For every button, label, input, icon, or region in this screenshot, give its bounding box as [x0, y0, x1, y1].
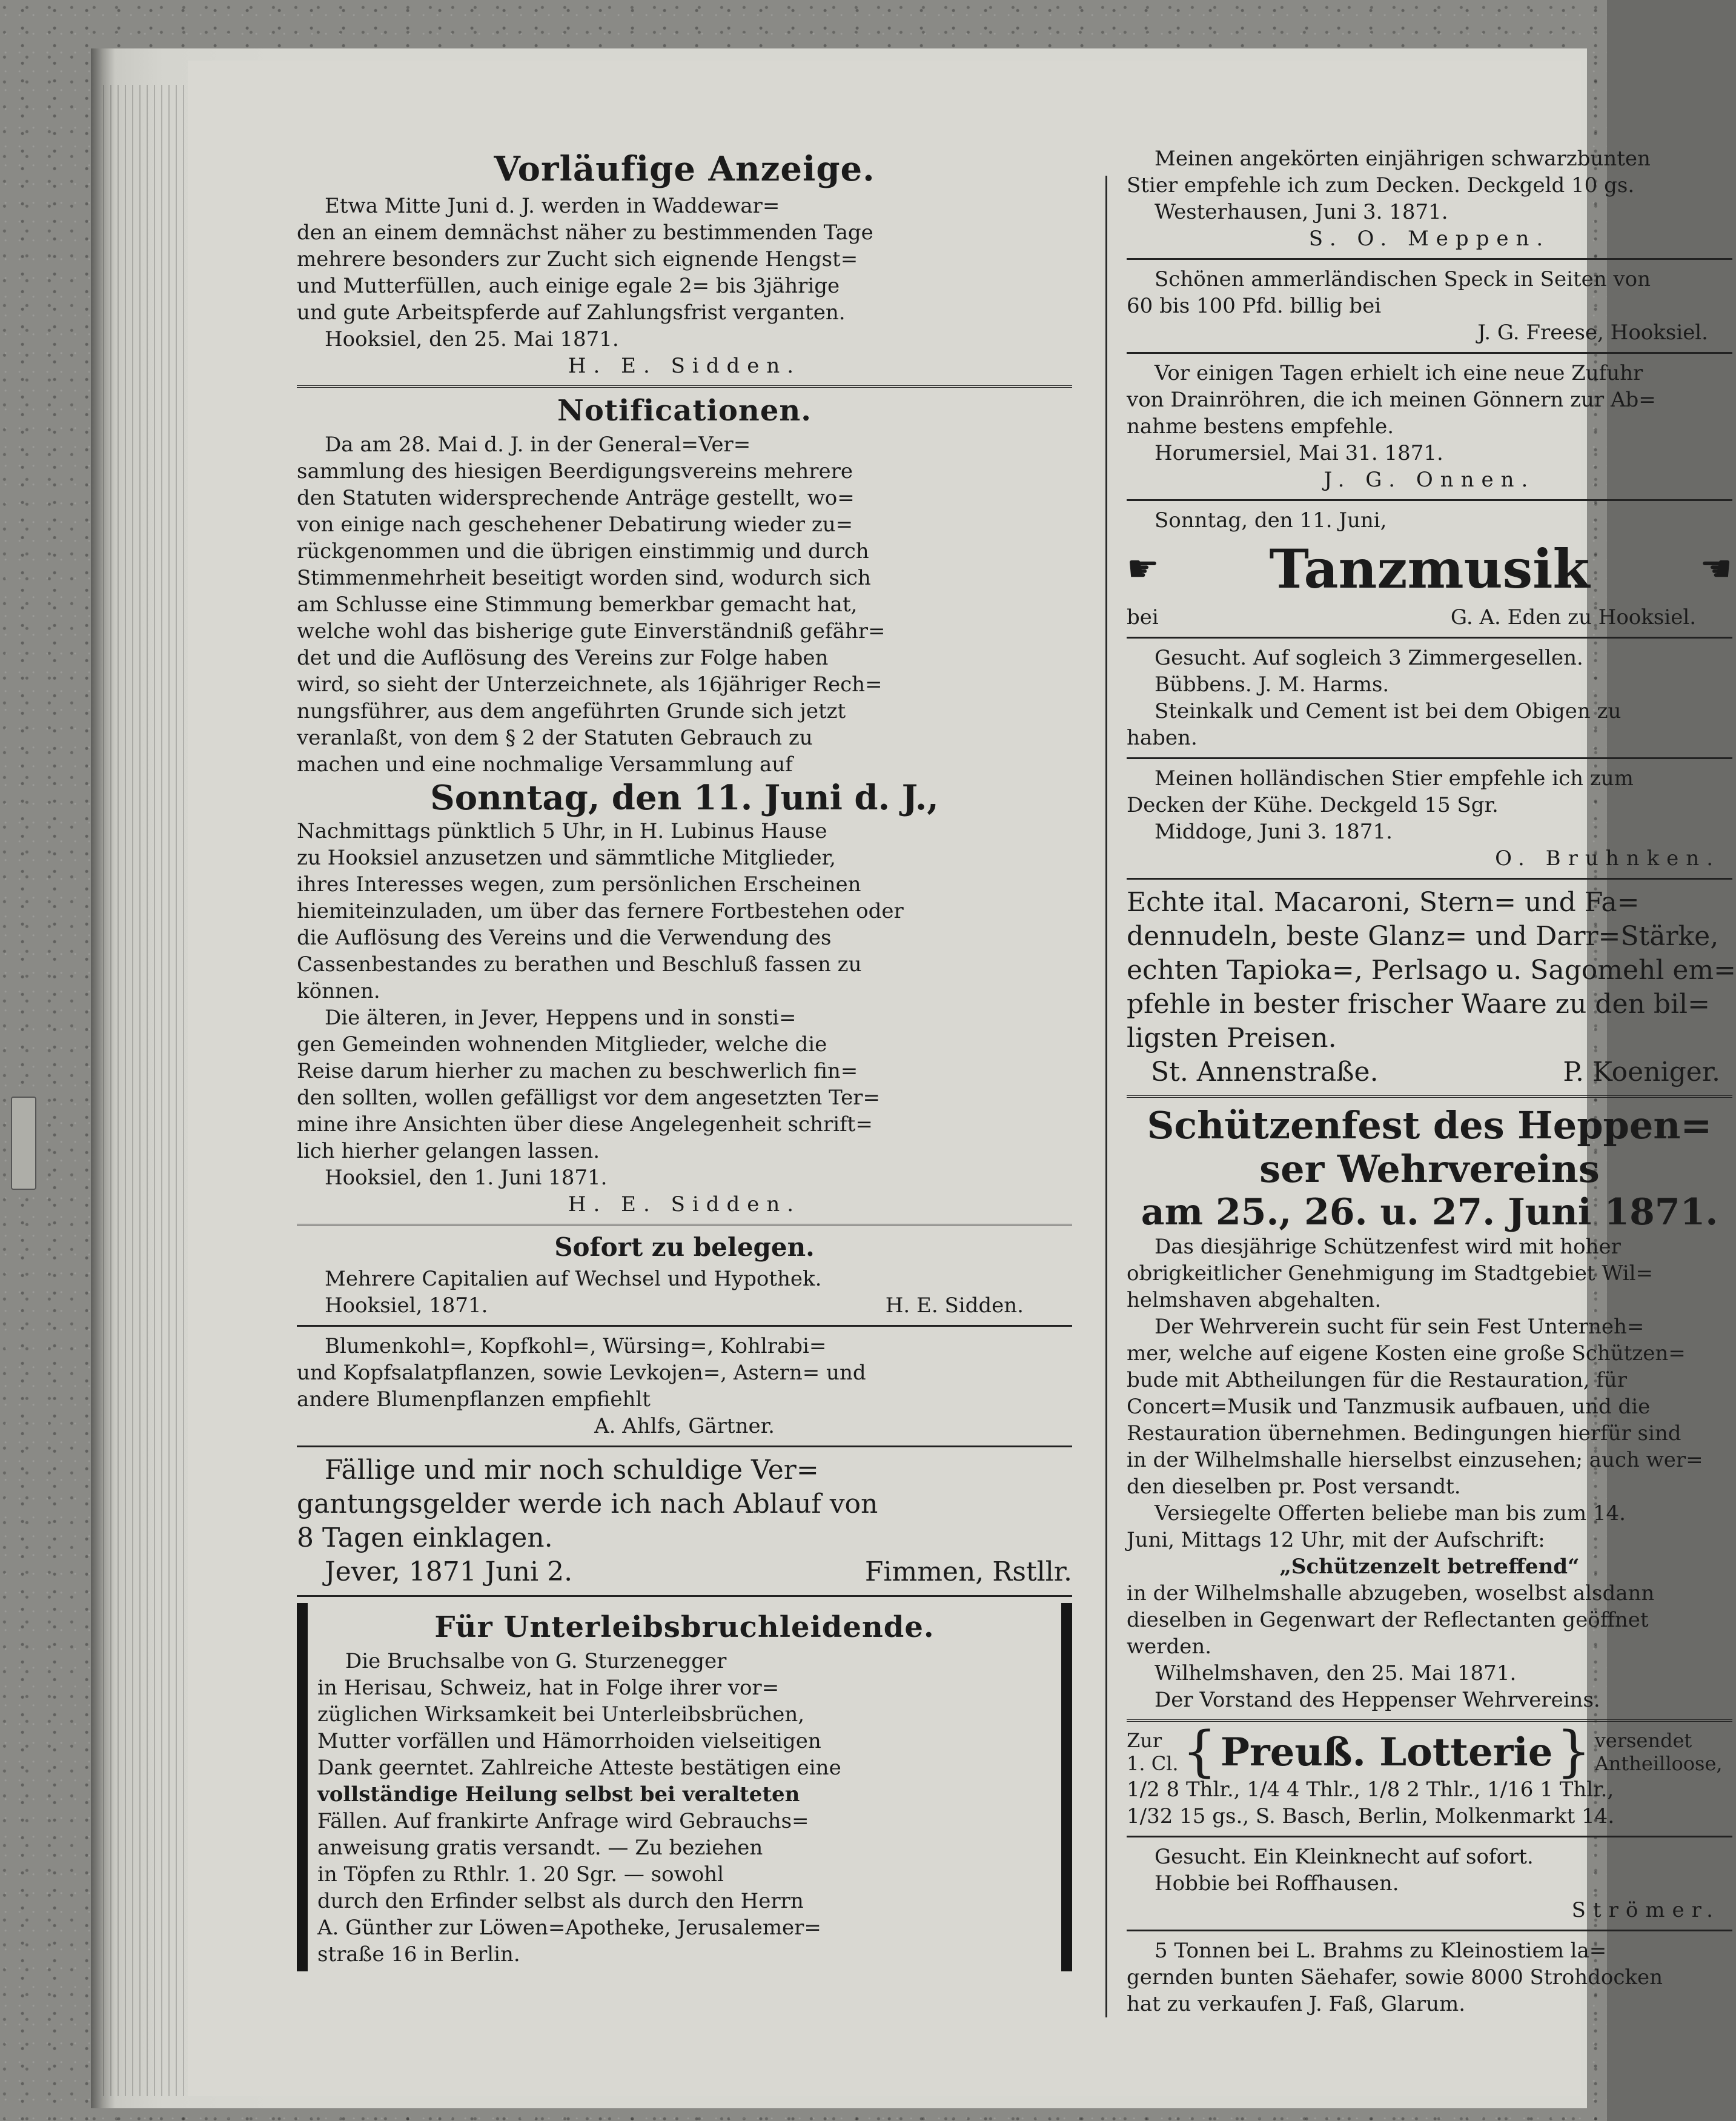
signature: S. O. Meppen.	[1308, 227, 1551, 251]
bei-label: bei	[1127, 605, 1159, 629]
text-line: 60 bis 100 Pfd. billig bei	[1127, 294, 1382, 318]
text-line: Concert=Musik und Tanzmusik aufbauen, und die	[1127, 1395, 1651, 1419]
page-clip	[11, 1097, 36, 1190]
text-line: 1/2 8 Thlr., 1/4 4 Thlr., 1/8 2 Thlr., 1/16 1 Thlr.,	[1127, 1777, 1614, 1802]
text-line: von Drainröhren, die ich meinen Gönnern zur Ab=	[1127, 388, 1656, 412]
lotterie-title: Preuß. Lotterie	[1220, 1729, 1553, 1775]
text-line: det und die Auflösung des Vereins zur Folge haben	[297, 646, 829, 670]
text-line: den Statuten widersprechende Anträge gestellt, wo=	[297, 486, 855, 510]
text-line: bude mit Abtheilungen für die Restauration, für	[1127, 1368, 1627, 1392]
divider	[297, 1446, 1072, 1447]
ad-schuetzenfest	[1127, 1104, 1732, 1713]
brace-left: {	[1182, 1720, 1217, 1784]
text-line: Zur	[1127, 1729, 1162, 1752]
divider	[1127, 757, 1732, 759]
column-divider	[1105, 176, 1107, 2017]
divider	[297, 1595, 1072, 1597]
text-line: dennudeln, beste Glanz= und Darr=Stärke,	[1127, 921, 1719, 952]
text-line: züglichen Wirksamkeit bei Unterleibsbrüchen,	[317, 1702, 805, 1727]
text-line: Versiegelte Offerten beliebe man bis zum 14.	[1155, 1501, 1626, 1525]
text-line: Mutter vorfällen und Hämorrhoiden vielseitigen	[317, 1729, 821, 1753]
signature: Strömer.	[1571, 1898, 1720, 1922]
signature: Fimmen, Rstllr.	[864, 1556, 1072, 1587]
text-line: straße 16 in Berlin.	[317, 1942, 520, 1967]
text-line: Bübbens. J. M. Harms.	[1155, 672, 1390, 697]
text-line: dieselben in Gegenwart der Reflectanten geöffnet	[1127, 1608, 1649, 1632]
text-line: Stimmenmehrheit beseitigt worden sind, wodurch sich	[297, 566, 871, 590]
pointing-hand-right-icon: ☛	[1127, 548, 1159, 590]
text-line: Fällen. Auf frankirte Anfrage wird Gebrauchs=	[317, 1809, 809, 1833]
ad-saehafer	[1127, 1937, 1732, 2017]
divider	[1127, 1095, 1732, 1098]
text-line: helmshaven abgehalten.	[1127, 1288, 1382, 1312]
text-line: Echte ital. Macaroni, Stern= und Fa=	[1127, 887, 1640, 918]
host-name: G. A. Eden zu Hooksiel.	[1450, 605, 1696, 629]
place-signature-row	[297, 1555, 1072, 1589]
ad-speck	[1127, 266, 1732, 346]
text-line: Die Bruchsalbe von G. Sturzenegger	[345, 1649, 727, 1673]
text-line: lich hierher gelangen lassen.	[297, 1139, 600, 1163]
divider	[1127, 878, 1732, 880]
text-line: obrigkeitlicher Genehmigung im Stadtgebiet Wil=	[1127, 1261, 1653, 1286]
text-line: Hobbie bei Roffhausen.	[1155, 1871, 1399, 1896]
ad-stier-bruhnken	[1127, 765, 1732, 872]
text-line: Middoge, Juni 3. 1871.	[1155, 820, 1393, 844]
signature: H. E. Sidden.	[568, 354, 801, 378]
ad-tanzmusik	[1127, 507, 1732, 631]
ad-lotterie	[1127, 1720, 1732, 1830]
text-line: und Mutterfüllen, auch einige egale 2= bis 3jährige	[297, 274, 840, 298]
text-line: den sollten, wollen gefälligst vor dem angesetzten Ter=	[297, 1086, 881, 1110]
signature: J. G. Freese, Hooksiel.	[1477, 320, 1708, 345]
lotterie-banner	[1127, 1720, 1732, 1784]
text-line: Westerhausen, Juni 3. 1871.	[1155, 200, 1448, 224]
divider	[297, 1224, 1072, 1226]
text-line: mehrere besonders zur Zucht sich eignende Hengst=	[297, 247, 858, 271]
text-line: den dieselben pr. Post versandt.	[1127, 1475, 1461, 1499]
text-line: mine ihre Ansichten über diese Angelegenheit schrift=	[297, 1112, 873, 1137]
text-line: in Herisau, Schweiz, hat in Folge ihrer vor=	[317, 1676, 780, 1700]
text-line: Fällige und mir noch schuldige Ver=	[325, 1455, 819, 1485]
text-line: 1/32 15 gs., S. Basch, Berlin, Molkenmarkt 14.	[1127, 1804, 1615, 1828]
place-date: Jever, 1871 Juni 2.	[325, 1556, 573, 1587]
text-line: 5 Tonnen bei L. Brahms zu Kleinostiem la=	[1155, 1939, 1607, 1963]
place-date: Hooksiel, 1871.	[325, 1293, 488, 1318]
divider	[1127, 1930, 1732, 1931]
divider	[1127, 637, 1732, 639]
signature: O. Bruhnken.	[1495, 846, 1720, 871]
text-line: Gesucht. Ein Kleinknecht auf sofort.	[1155, 1845, 1534, 1869]
text-line: Der Wehrverein sucht für sein Fest Unterneh=	[1155, 1315, 1645, 1339]
signature: H. E. Sidden.	[885, 1293, 1024, 1318]
text-line: gantungsgelder werde ich nach Ablauf von	[297, 1489, 878, 1519]
text-line: Blumenkohl=, Kopfkohl=, Würsing=, Kohlrabi=	[325, 1334, 827, 1358]
text-line: 1. Cl.	[1127, 1752, 1179, 1775]
text-line: 8 Tagen einklagen.	[297, 1522, 553, 1553]
text-line: welche wohl das bisherige gute Einverständniß gefähr=	[297, 619, 886, 643]
text-line: den an einem demnächst näher zu bestimmenden Tage	[297, 221, 873, 245]
text-line: Meinen angekörten einjährigen schwarzbunten	[1155, 147, 1651, 171]
text-line: rückgenommen und die übrigen einstimmig und durch	[297, 539, 869, 563]
place-signature-row	[297, 1292, 1072, 1319]
text-line: und Kopfsalatpflanzen, sowie Levkojen=, Astern= und	[297, 1361, 866, 1385]
divider	[297, 1325, 1072, 1327]
text-line: in der Wilhelmshalle abzugeben, woselbst alsdann	[1127, 1581, 1655, 1605]
text-line: Meinen holländischen Stier empfehle ich zum	[1155, 766, 1634, 791]
text-line: am Schlusse eine Stimmung bemerkbar gemacht hat,	[297, 592, 858, 617]
quoted-label: „Schützenzelt betreffend“	[1279, 1555, 1580, 1579]
text-line: Mehrere Capitalien auf Wechsel und Hypothek.	[325, 1267, 822, 1291]
ad-heading: Sofort zu belegen.	[554, 1232, 815, 1262]
ad-stier-meppen	[1127, 145, 1732, 252]
text-line: veranlaßt, von dem § 2 der Statuten Gebrauch zu	[297, 726, 813, 750]
text-line: Vor einigen Tagen erhielt ich eine neue Zufuhr	[1155, 361, 1643, 385]
ad-macaroni	[1127, 886, 1736, 1089]
text-line: ligsten Preisen.	[1127, 1023, 1337, 1054]
fest-date: am 25., 26. u. 27. Juni 1871.	[1141, 1191, 1718, 1233]
text-line: gernden bunten Säehafer, sowie 8000 Strohdocken	[1127, 1965, 1663, 1990]
text-line: Reise darum hierher zu machen zu beschwerlich fin=	[297, 1059, 858, 1083]
ad-kleinknecht	[1127, 1844, 1732, 1924]
text-line: Restauration übernehmen. Bedingungen hierfür sind	[1127, 1421, 1681, 1446]
text-line: Nachmittags pünktlich 5 Uhr, in H. Lubinus Hause	[297, 819, 827, 843]
text-line: von einige nach geschehener Debatirung wieder zu=	[297, 513, 853, 537]
text-line: Die älteren, in Jever, Heppens und in sonsti=	[325, 1006, 797, 1030]
text-line: wird, so sieht der Unterzeichnete, als 16jähriger Rech=	[297, 672, 883, 697]
divider	[1127, 499, 1732, 501]
divider	[1127, 1836, 1732, 1837]
text-line: Horumersiel, Mai 31. 1871.	[1155, 441, 1443, 465]
ad-sofort-zu-belegen	[297, 1232, 1072, 1319]
ad-heading: Notificationen.	[557, 394, 812, 428]
text-line: pfehle in bester frischer Waare zu den bil=	[1127, 989, 1710, 1020]
text-line: Antheilloose,	[1594, 1752, 1723, 1775]
text-line: Das diesjährige Schützenfest wird mit hoher	[1155, 1235, 1621, 1259]
text-line: Steinkalk und Cement ist bei dem Obigen zu	[1155, 699, 1622, 723]
text-line: durch den Erfinder selbst als durch den Herrn	[317, 1889, 804, 1913]
fest-heading-1: Schützenfest des Heppen=	[1147, 1103, 1712, 1147]
divider	[1127, 352, 1732, 354]
text-line: nungsführer, aus dem angeführten Grunde sich jetzt	[297, 699, 846, 723]
text-line: hiemiteinzuladen, um über das fernere Fortbestehen oder	[297, 899, 904, 923]
signature: P. Koeniger.	[1563, 1057, 1720, 1087]
ad-unterleibsbruch	[297, 1603, 1072, 1971]
text-line: andere Blumenpflanzen empfiehlt	[297, 1387, 651, 1412]
text-line: sammlung des hiesigen Beerdigungsvereins mehrere	[297, 459, 853, 483]
ad-zimmergesellen	[1127, 645, 1732, 751]
signature: A. Ahlfs, Gärtner.	[594, 1414, 775, 1438]
text-line: A. Günther zur Löwen=Apotheke, Jerusalemer=	[317, 1916, 821, 1940]
text-line: Hooksiel, den 25. Mai 1871.	[325, 327, 619, 351]
left-column	[297, 145, 1072, 1971]
ad-gantungsgelder	[297, 1453, 1072, 1589]
tanzmusik-title: Tanzmusik	[1269, 537, 1590, 600]
text-line: echten Tapioka=, Perlsago u. Sagomehl em=	[1127, 955, 1736, 986]
newspaper-page	[188, 61, 1736, 2096]
text-line: Da am 28. Mai d. J. in der General=Ver=	[325, 433, 751, 457]
text-line: die Auflösung des Vereins und die Verwendung des	[297, 926, 832, 950]
page-edge-lines	[103, 85, 200, 2096]
text-line: und gute Arbeitspferde auf Zahlungsfrist verganten.	[297, 300, 846, 325]
text-line: Schönen ammerländischen Speck in Seiten von	[1155, 267, 1651, 291]
lotterie-right	[1595, 1729, 1723, 1775]
text-line: mer, welche auf eigene Kosten eine große Schützen=	[1127, 1341, 1686, 1366]
pointing-hand-left-icon: ☚	[1700, 548, 1732, 590]
text-line: hat zu verkaufen J. Faß, Glarum.	[1127, 1992, 1466, 2016]
brace-right: }	[1556, 1720, 1591, 1784]
place: St. Annenstraße.	[1151, 1057, 1379, 1087]
text-line: Cassenbestandes zu berathen und Beschluß fassen zu	[297, 952, 862, 977]
text-line: Wilhelmshaven, den 25. Mai 1871.	[1155, 1661, 1517, 1685]
text-line: in Töpfen zu Rthlr. 1. 20 Sgr. — sowohl	[317, 1862, 724, 1887]
text-line: nahme bestens empfehle.	[1127, 414, 1394, 439]
text-line: Decken der Kühe. Deckgeld 15 Sgr.	[1127, 793, 1499, 817]
divider	[1127, 1719, 1732, 1722]
text-line: versendet	[1594, 1729, 1692, 1752]
lotterie-left	[1127, 1729, 1179, 1775]
ad-notificationen	[297, 394, 1072, 1218]
divider	[297, 385, 1072, 388]
text-line: Hooksiel, den 1. Juni 1871.	[325, 1166, 608, 1190]
signature: J. G. Onnen.	[1324, 468, 1536, 492]
tanzmusik-banner	[1127, 537, 1732, 600]
meeting-date: Sonntag, den 11. Juni d. J.,	[430, 778, 939, 818]
fest-heading-2: ser Wehrvereins	[1259, 1147, 1600, 1191]
ad-vorlaeufige-anzeige	[297, 149, 1072, 379]
ad-drainroehren	[1127, 360, 1732, 493]
text-line: Sonntag, den 11. Juni,	[1155, 508, 1387, 533]
ad-pflanzen	[297, 1333, 1072, 1439]
ad-heading: Für Unterleibsbruchleidende.	[434, 1610, 935, 1644]
text-line: haben.	[1127, 726, 1198, 750]
signature: Der Vorstand des Heppenser Wehrvereins.	[1155, 1688, 1600, 1712]
text-line: machen und eine nochmalige Versammlung auf	[297, 752, 793, 777]
text-line: in der Wilhelmshalle hierselbst einzusehen; auch wer=	[1127, 1448, 1703, 1472]
text-line: Etwa Mitte Juni d. J. werden in Waddewar=	[325, 194, 780, 218]
text-line: zu Hooksiel anzusetzen und sämmtliche Mitglieder,	[297, 846, 836, 870]
right-column	[1127, 145, 1736, 2017]
text-line: Juni, Mittags 12 Uhr, mit der Aufschrift:	[1127, 1528, 1545, 1552]
text-line: vollständige Heilung selbst bei veralteten	[317, 1782, 800, 1807]
text-line: ihres Interesses wegen, zum persönlichen Erscheinen	[297, 872, 861, 897]
text-line: anweisung gratis versandt. — Zu beziehen	[317, 1836, 763, 1860]
text-line: gen Gemeinden wohnenden Mitglieder, welche die	[297, 1032, 827, 1057]
signature: H. E. Sidden.	[568, 1192, 801, 1217]
text-line: Dank geerntet. Zahlreiche Atteste bestätigen eine	[317, 1756, 841, 1780]
text-line: Gesucht. Auf sogleich 3 Zimmergesellen.	[1155, 646, 1583, 670]
place-signature-row	[1127, 1055, 1732, 1089]
divider	[1127, 258, 1732, 260]
text-line: Stier empfehle ich zum Decken. Deckgeld 10 gs.	[1127, 173, 1635, 197]
host-row	[1127, 604, 1732, 631]
text-line: können.	[297, 979, 380, 1003]
text-line: werden.	[1127, 1635, 1212, 1659]
ad-heading: Vorläufige Anzeige.	[494, 149, 875, 189]
